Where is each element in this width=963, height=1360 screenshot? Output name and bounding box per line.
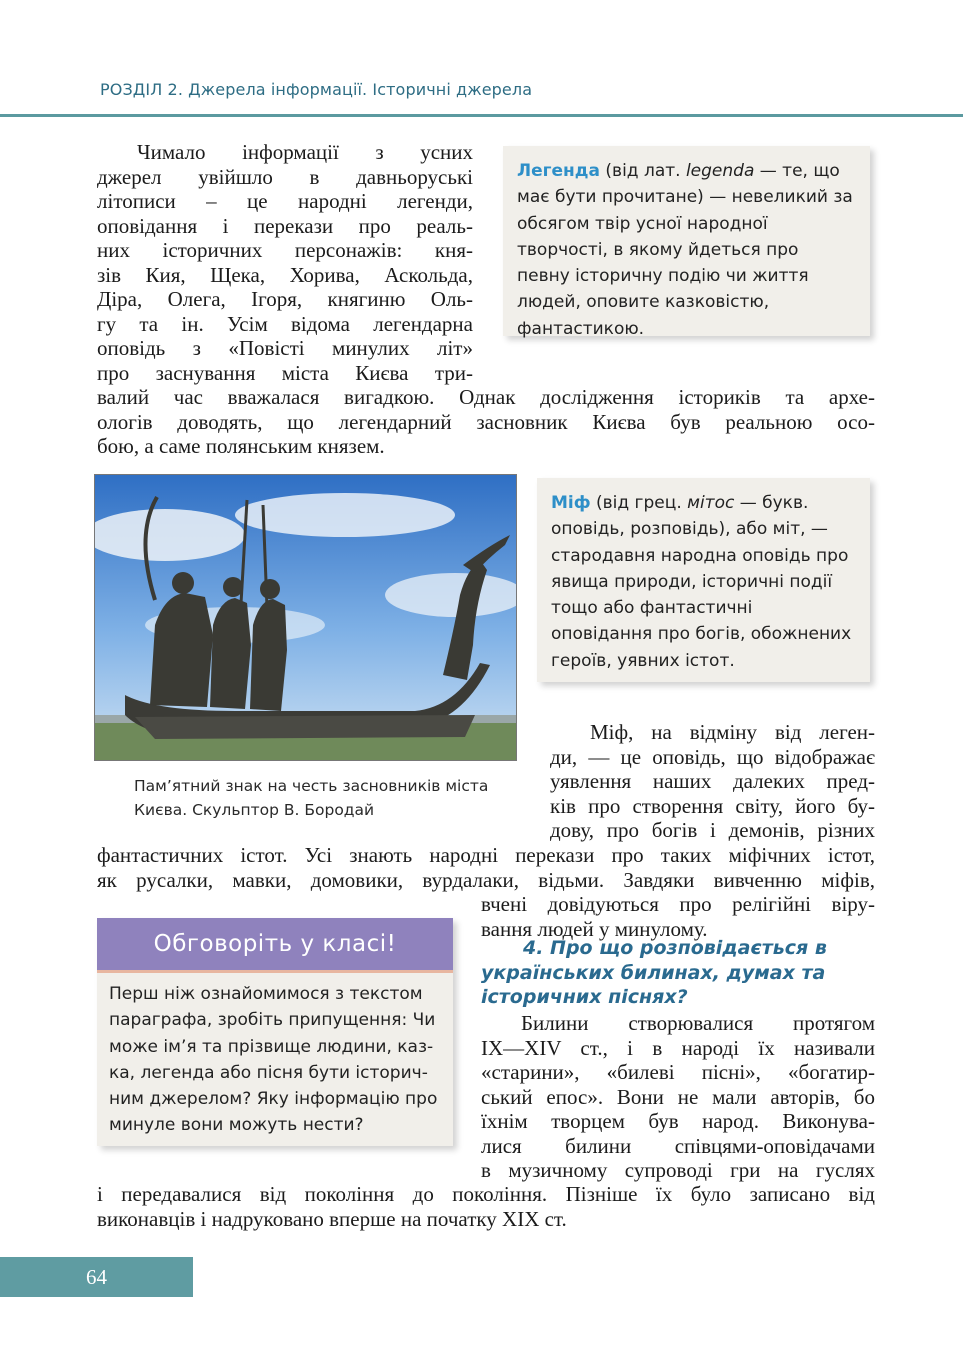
myth-greek: мітос <box>687 493 735 513</box>
discuss-line: параграфа, зробіть припущення: Чи <box>109 1010 436 1031</box>
myth-term: Міф <box>551 493 591 513</box>
legend-definition: — те, що має бути прочитане) — невеликий за обсягом твір усної народної творчості, в якому йдеться про певну історичну подію чи життя людей, оповите казковістю, фантастикою. <box>517 161 853 339</box>
discuss-in-class-box <box>97 918 453 1146</box>
text-line: ський епос». Вони не мали авторів, бо <box>481 1084 875 1109</box>
text-line: вання людей у минулому. <box>481 916 708 941</box>
text-line: джерел увійшло в давньоруські <box>97 164 473 189</box>
text-line: ків про створення світу, його бу- <box>550 793 875 818</box>
discuss-text <box>97 973 453 1139</box>
text-line: оповідання і перекази про реаль- <box>97 213 473 238</box>
legend-definition-box <box>503 146 870 339</box>
discuss-line: ним джерелом? Яку інформацію про <box>109 1089 438 1110</box>
myth-definition-box <box>537 478 870 682</box>
text-line: зів Кия, Щека, Хорива, Аскольда, <box>97 262 473 287</box>
paragraph-3-right <box>481 1011 875 1183</box>
myth-open: (від грец. <box>590 493 688 513</box>
text-line: про заснування міста Києва три- <box>97 360 473 385</box>
paragraph-2-narrow <box>550 720 875 843</box>
text-line: лися билини співцями-оповідачами <box>481 1133 875 1158</box>
discuss-line: Перш ніж ознайомимося з текстом <box>109 984 423 1004</box>
page-number: 64 <box>86 1265 107 1289</box>
header-divider <box>0 114 963 117</box>
paragraph-1-narrow <box>97 140 473 385</box>
text-line: них історичних персонажів: кня- <box>97 238 473 262</box>
discuss-line: ка, легенда або пісня бути історич- <box>109 1062 428 1083</box>
legend-latin: legenda <box>685 161 755 181</box>
paragraph-1-wide <box>97 385 875 459</box>
paragraph-3-wide <box>97 1182 875 1231</box>
text-line: літописи – це народні легенди, <box>97 189 473 213</box>
page-number-tab <box>0 1257 193 1297</box>
text-line: валий час вважалася вигадкою. Однак дослідження істориків та архе- <box>97 385 875 409</box>
text-line: Билини створювалися протягом <box>521 1011 875 1035</box>
text-line: оповідь з «Повісті минулих літ» <box>97 336 473 360</box>
caption-line: Пам’ятний знак на честь засновників міста <box>134 777 489 795</box>
question-line: 4. Про що розповідається в <box>523 937 827 959</box>
section-header: РОЗДІЛ 2. Джерела інформації. Історичні джерела <box>100 80 533 99</box>
text-line: фантастичних істот. Усі знають народні перекази про таких міфічних істот, <box>97 843 875 867</box>
text-line: Чималo інформації з усних <box>137 140 473 164</box>
paragraph-2-wide <box>97 843 875 892</box>
text-line: уявлення наших далеких пред- <box>550 769 875 793</box>
text-line: гу та ін. Усім відома легендарна <box>97 311 473 336</box>
paragraph-2-right <box>481 892 875 941</box>
text-line: IX—XIV ст., і в народі їх називали <box>481 1035 875 1060</box>
question-line: історичних піснях? <box>481 986 688 1008</box>
text-line: ди, — це оповідь, що відображає <box>550 744 875 769</box>
legend-term: Легенда <box>517 161 601 181</box>
discuss-title: Обговоріть у класі! <box>97 918 453 973</box>
section-question <box>481 936 876 1010</box>
text-line: Діра, Олега, Ігоря, княгиню Оль- <box>97 287 473 311</box>
text-line: бою, а саме полянським князем. <box>97 434 385 458</box>
text-line: вчені довідуються про релігійні віру- <box>481 892 875 916</box>
myth-definition: — букв. оповідь, розповідь), або міт, — стародавня народна оповідь про явища природи, історичні події тощо або фантастичні оповідання про богів, обожнених героїв, уявних істот. <box>551 493 852 671</box>
text-line: як русалки, мавки, домовики, вурдалаки, відьми. Завдяки вивченню міфів, <box>97 867 875 892</box>
question-line: українських билинах, думах та <box>481 961 826 984</box>
caption-line: Києва. Скульптор В. Бородай <box>134 801 375 819</box>
discuss-line: може ім’я та прізвище людини, каз- <box>109 1036 434 1057</box>
text-line: виконавців і надруковано вперше на початку XIX ст. <box>97 1206 567 1231</box>
text-line: їхнім творцем був народ. Виконува- <box>481 1109 875 1133</box>
text-line: і передавалися від покоління до покоління. Пізніше їх було записано від <box>97 1182 875 1206</box>
discuss-line: минуле вони можуть нести? <box>109 1115 364 1136</box>
kyiv-founders-monument-photo <box>94 474 517 761</box>
text-line: в музичному супроводі гри на гуслях <box>481 1158 875 1182</box>
text-line: дову, про богів і демонів, різних <box>550 818 875 842</box>
text-line: Міф, на відміну від леген- <box>590 720 875 744</box>
photo-caption <box>134 774 494 822</box>
text-line: «старини», «билеві пісні», «богатир- <box>481 1060 875 1084</box>
legend-open: (від лат. <box>600 161 686 181</box>
text-line: ологів доводять, що легендарний засновник Києва був реальною осо- <box>97 409 875 434</box>
